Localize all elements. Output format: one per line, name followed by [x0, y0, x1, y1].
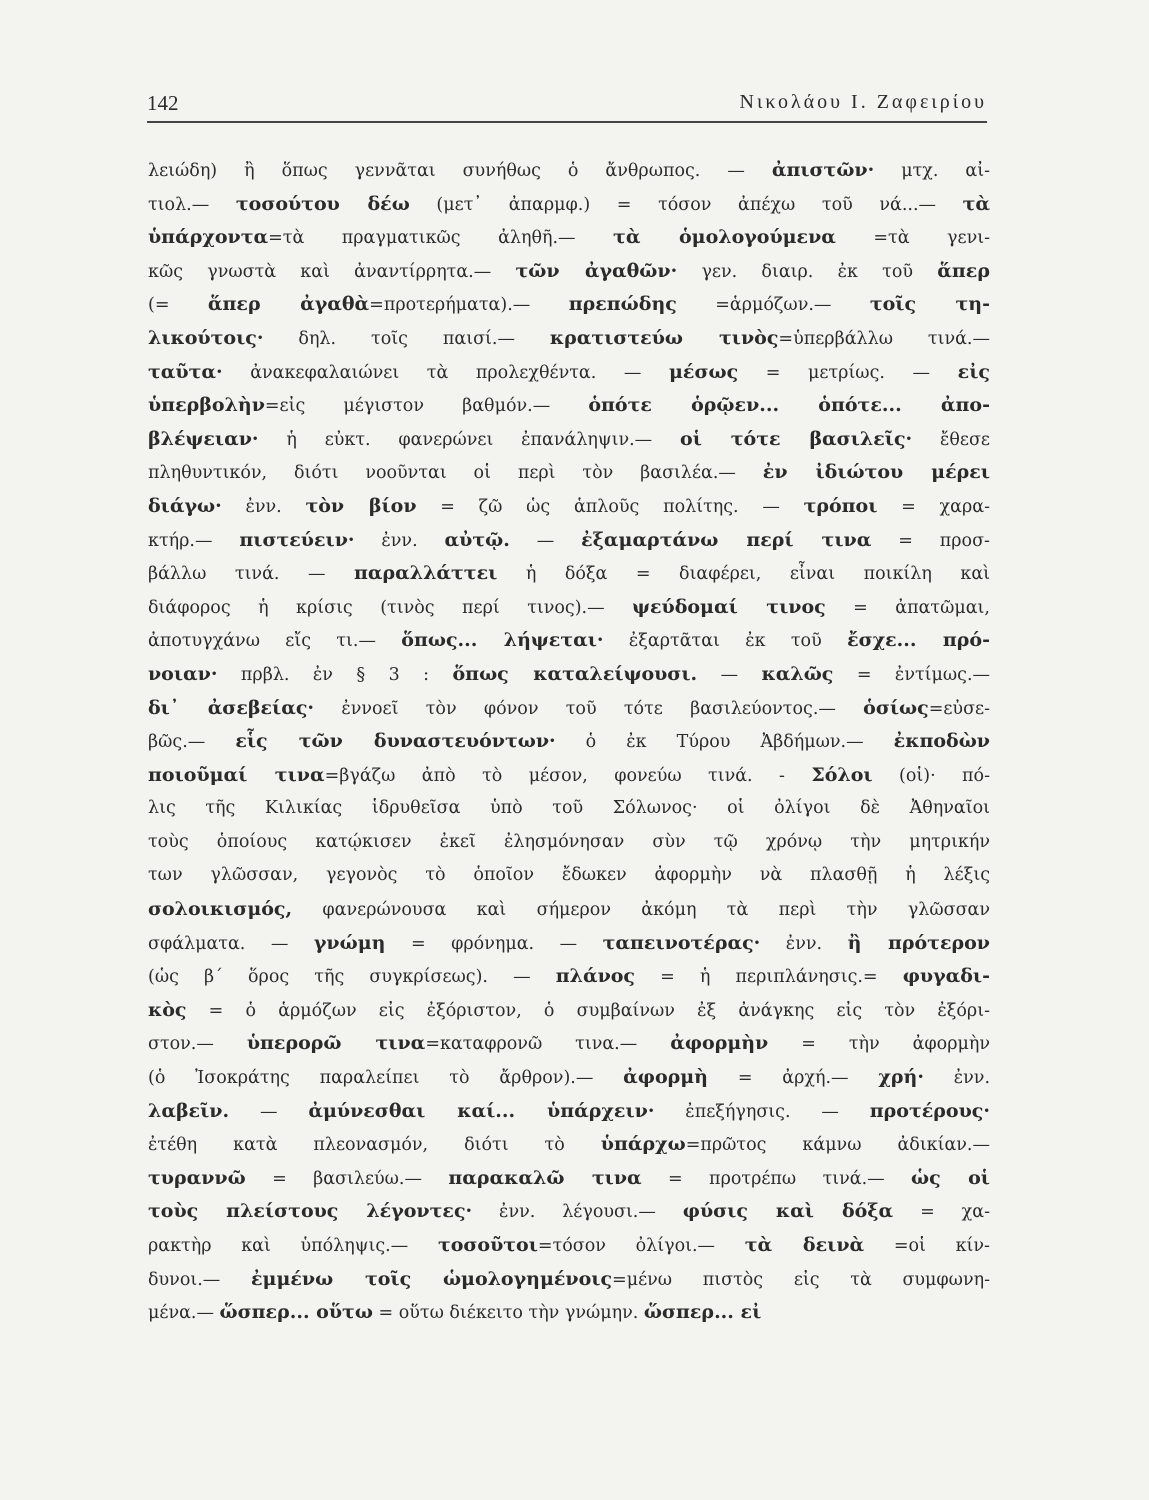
text-line — [148, 725, 990, 759]
lemma-term: εἷς τῶν δυναστευόντων· — [235, 730, 556, 753]
lemma-term: παραλλάττει — [353, 562, 498, 585]
gloss-text: =εἰς μέγιστον βαθμόν.— — [264, 396, 589, 417]
lemma-term: ὥσπερ... εἰ — [643, 1301, 762, 1324]
lemma-term: ἀμύνεσθαι καί... ὑπάρχειν· — [308, 1099, 655, 1122]
text-line — [148, 490, 990, 524]
gloss-text: βῶς.— — [148, 732, 236, 753]
gloss-text: ὁ ἐκ Τύρου Ἀβδήμων.— — [555, 732, 894, 753]
gloss-text: = τὴν ἀφορμὴν — [768, 1034, 990, 1055]
lemma-term: τυραννῶ — [148, 1166, 246, 1189]
gloss-text: λειώδη) ἢ ὅπως γεννᾶται συνήθως ὁ ἄνθρωπος. — — [148, 161, 772, 181]
lemma-term: Σόλοι — [811, 763, 873, 786]
gloss-text: = ἐντίμως.— — [833, 664, 990, 685]
gloss-text: =καταφρονῶ τινα.— — [425, 1034, 671, 1055]
gloss-text: = προσ- — [871, 530, 990, 551]
lemma-term: ὑπερορῶ τινα — [246, 1032, 426, 1055]
gloss-text: ἐνν. — [221, 496, 306, 517]
text-line — [148, 221, 990, 255]
lemma-term: κρατιστεύω τινὸς — [549, 326, 779, 349]
text-line — [148, 1095, 990, 1129]
gloss-text: = ἀρχή.— — [708, 1068, 879, 1089]
text-line — [148, 188, 990, 222]
lemma-term: πλάνος — [555, 965, 635, 988]
lemma-term: γνώμη — [313, 931, 386, 954]
lemma-term: διάγω· — [148, 494, 222, 517]
gloss-text: — — [697, 664, 762, 685]
gloss-text: ἐνν. — [760, 933, 848, 954]
lemma-term: βλέψειαν· — [148, 427, 259, 450]
gloss-text: ἐνν. — [354, 530, 445, 551]
gloss-text: — — [229, 1101, 309, 1122]
text-line — [148, 557, 990, 591]
lemma-term: ποιοῦμαί τινα — [148, 763, 325, 786]
gloss-text: =οἱ κίν- — [864, 1236, 990, 1256]
lemma-term: παρακαλῶ τινα — [448, 1166, 642, 1189]
gloss-text: =πρῶτος κάμνω ἀδικίαν.— — [685, 1135, 990, 1156]
gloss-text: βάλλω τινά. — — [148, 564, 354, 585]
lemma-term: ὑπάρχω — [600, 1133, 686, 1156]
gloss-text: (οἱ)· πό- — [872, 765, 990, 786]
lemma-term: ἀπιστῶν· — [771, 159, 875, 181]
text-line — [148, 1162, 990, 1196]
lemma-term: φύσις καὶ δόξα — [682, 1200, 894, 1223]
gloss-text: (μετ᾽ ἀπαρμφ.) = τόσον ἀπέχω τοῦ νά...— — [409, 194, 963, 215]
gloss-text: = ἡ περιπλάνησις.= — [635, 967, 903, 988]
lemma-term: πρεπώδης — [568, 293, 677, 316]
lemma-term: δι᾽ ἀσεβείας· — [148, 696, 315, 719]
gloss-text: φανερώνουσα καὶ σήμερον ἀκόμη τὰ περὶ τὴν γλῶσσαν — [292, 900, 990, 921]
gloss-text: διάφορος ἡ κρίσις (τινὸς περί τινος).— — [148, 597, 633, 618]
gloss-text: = βασιλεύω.— — [245, 1168, 449, 1189]
text-line — [148, 624, 990, 658]
gloss-text: =ὑπερβάλλω τινά.— — [778, 328, 990, 349]
lemma-term: ὅπως καταλείψουσι. — [452, 662, 698, 685]
lemma-term: τοσούτου δέω — [235, 192, 410, 215]
gloss-text: μτχ. αἰ- — [874, 161, 990, 181]
text-line — [148, 1128, 990, 1162]
lemma-term: ὅπως... λήψεται· — [401, 629, 604, 652]
gloss-text: δηλ. τοῖς παισί.— — [263, 328, 550, 349]
lemma-term: αὐτῷ. — [444, 528, 510, 551]
text-line — [148, 1296, 990, 1330]
lemma-term: ὁσίως — [863, 696, 929, 719]
gloss-text: ἡ εὐκτ. φανερώνει ἐπανάληψιν.— — [258, 429, 681, 450]
gloss-text: σφάλματα. — — [148, 933, 314, 954]
gloss-text: = ὁ ἁρμόζων εἰς ἐξόριστον, ὁ συμβαίνων ἐξ ἀνάγκης εἰς τὸν ἐξόρι- — [186, 1000, 990, 1021]
lemma-term: ταῦτα· — [148, 360, 223, 383]
lemma-term: τὸν βίον — [305, 494, 417, 517]
text-line — [148, 759, 990, 793]
gloss-text: ἐπεξήγησις. — — [654, 1101, 870, 1122]
text-line — [148, 893, 990, 927]
lemma-term: τοῖς τη- — [869, 293, 990, 316]
text-line — [148, 456, 990, 490]
gloss-text: λις τῆς Κιλικίας ἱδρυθεῖσα ὑπὸ τοῦ Σόλωνος· οἱ ὀλίγοι δὲ Ἀθηναῖοι — [148, 798, 990, 819]
lemma-term: ἐμμένω τοῖς ὡμολογημένοις — [251, 1267, 613, 1290]
lemma-term: κὸς — [148, 998, 187, 1021]
lemma-term: ἐξαμαρτάνω περί τινα — [581, 528, 872, 551]
gloss-text: (ὁ Ἰσοκράτης παραλείπει τὸ ἄρθρον).— — [148, 1068, 624, 1089]
lemma-term: ἐκποδὼν — [893, 730, 990, 753]
gloss-text: =τὰ γενι- — [835, 228, 990, 249]
gloss-text: ἐτέθη κατὰ πλεονασμόν, διότι τὸ — [148, 1135, 601, 1156]
lemma-term: νοιαν· — [148, 662, 218, 685]
lemma-term: ὥσπερ... οὕτω — [219, 1301, 373, 1324]
gloss-text: (ὡς β´ ὅρος τῆς συγκρίσεως). — — [148, 967, 556, 988]
text-line — [148, 1061, 990, 1095]
text-line — [148, 1195, 990, 1229]
gloss-text: ἀποτυγχάνω εἴς τι.— — [148, 631, 402, 652]
lemma-term: τρόποι — [803, 494, 878, 517]
gloss-text: ἀνακεφαλαιώνει τὰ προλεχθέντα. — — [222, 362, 670, 383]
gloss-text: τιολ.— — [148, 194, 236, 215]
gloss-text: = φρόνημα. — — [385, 933, 603, 954]
text-line — [148, 859, 990, 893]
gloss-text: = μετρίως. — — [738, 362, 958, 383]
lemma-term: τοσοῦτοι — [437, 1234, 538, 1256]
running-head: Νικολάου Ι. Ζαφειρίου — [739, 91, 987, 113]
gloss-text: = οὕτω διέκειτο τὴν γνώμην. — [372, 1303, 644, 1324]
gloss-text: =εὐσε- — [928, 698, 990, 719]
lemma-term: καλῶς — [761, 662, 834, 685]
text-line — [148, 960, 990, 994]
text-line — [148, 994, 990, 1028]
lemma-term: ἅπερ ἀγαθὰ — [207, 293, 370, 316]
gloss-text: — — [509, 530, 582, 551]
lemma-term: σολοικισμός, — [148, 898, 293, 921]
lemma-term: ὁπότε ὁρῷεν... ὁπότε... ἀπο- — [588, 394, 990, 417]
lemma-term: ὑπερβολὴν — [148, 394, 265, 417]
gloss-text: ἐνν. — [923, 1068, 990, 1089]
lemma-term: μέσως — [669, 360, 739, 383]
gloss-text: = προτρέπω τινά.— — [641, 1168, 912, 1189]
gloss-text: ἐνν. λέγουσι.— — [472, 1202, 683, 1223]
gloss-text: στον.— — [148, 1034, 247, 1055]
text-line — [148, 1263, 990, 1297]
page-number: 142 — [147, 91, 179, 115]
text-line — [148, 154, 990, 188]
lemma-term: προτέρους· — [869, 1099, 990, 1122]
gloss-text: κτήρ.— — [148, 530, 240, 551]
gloss-text: γεν. διαιρ. ἐκ τοῦ — [677, 261, 938, 282]
gloss-text: = χα- — [893, 1202, 990, 1223]
text-line — [148, 927, 990, 961]
gloss-text: = ἀπατῶμαι, — [825, 597, 990, 618]
gloss-text: = ζῶ ὡς ἁπλοῦς πολίτης. — — [416, 496, 804, 517]
gloss-text: =τόσον ὀλίγοι.— — [537, 1236, 745, 1256]
gloss-text: =τὰ πραγματικῶς ἀληθῆ.— — [268, 228, 614, 249]
text-line — [148, 826, 990, 860]
text-line — [148, 692, 990, 726]
lemma-term: οἱ τότε βασιλεῖς· — [680, 427, 913, 450]
lemma-term: τὰ — [962, 192, 990, 215]
gloss-text: =προτερήματα).— — [369, 295, 569, 316]
commentary-text — [148, 154, 990, 1330]
lemma-term: τὰ δεινὰ — [744, 1234, 865, 1256]
text-line — [148, 322, 990, 356]
lemma-term: ἀφορμὴν — [670, 1032, 769, 1055]
lemma-term: λαβεῖν. — [148, 1099, 230, 1122]
gloss-text: δυνοι.— — [148, 1269, 251, 1290]
gloss-text: =βγάζω ἀπὸ τὸ μέσον, φονεύω τινά. - — [324, 765, 812, 786]
gloss-text: τοὺς ὁποίους κατῴκισεν ἐκεῖ ἐλησμόνησαν σὺν τῷ χρόνῳ τὴν μητρικήν — [148, 831, 990, 852]
gloss-text: ἔθεσε — [912, 429, 990, 450]
text-line — [148, 658, 990, 692]
lemma-term: χρή· — [878, 1066, 924, 1089]
text-line — [148, 591, 990, 625]
gloss-text: μένα.— — [148, 1303, 220, 1324]
lemma-term: ψεύδομαί τινος — [632, 595, 826, 618]
lemma-term: ἀφορμὴ — [623, 1066, 708, 1089]
gloss-text: ἡ δόξα = διαφέρει, εἶναι ποικίλη καὶ — [497, 564, 990, 585]
lemma-term: φυγαδι- — [902, 965, 990, 988]
text-line — [148, 356, 990, 390]
lemma-term: ἢ πρότερον — [847, 931, 990, 954]
lemma-term: τοὺς πλείστους λέγοντες· — [148, 1200, 473, 1223]
text-line — [148, 1027, 990, 1061]
text-line — [148, 423, 990, 457]
gloss-text: =ἁρμόζων.— — [676, 295, 870, 316]
gloss-text: ρακτὴρ καὶ ὑπόληψις.— — [148, 1236, 438, 1256]
gloss-text: =μένω πιστὸς εἰς τὰ συμφωνη- — [612, 1269, 990, 1290]
text-line — [148, 524, 990, 558]
lemma-term: ἅπερ — [937, 259, 990, 282]
lemma-term: εἰς — [957, 360, 990, 383]
lemma-term: λικούτοις· — [148, 326, 264, 349]
lemma-term: ἐν ἰδιώτου μέρει — [762, 461, 990, 484]
lemma-term: πιστεύειν· — [239, 528, 355, 551]
lemma-term: ταπεινοτέρας· — [602, 931, 761, 954]
lemma-term: τὰ ὁμολογούμενα — [613, 226, 836, 249]
gloss-text: πληθυντικόν, διότι νοοῦνται οἱ περὶ τὸν βασιλέα.— — [148, 463, 763, 484]
gloss-text: (= — [148, 295, 208, 316]
text-line — [148, 1229, 990, 1263]
text-line — [148, 389, 990, 423]
lemma-term: ἔσχε... πρό- — [847, 629, 990, 652]
gloss-text: = χαρα- — [877, 496, 990, 517]
text-line — [148, 288, 990, 322]
lemma-term: ὡς οἱ — [911, 1166, 990, 1189]
lemma-term: ὑπάρχοντα — [148, 226, 269, 249]
gloss-text: κῶς γνωστὰ καὶ ἀναντίρρητα.— — [148, 261, 516, 282]
gloss-text: ἐννοεῖ τὸν φόνον τοῦ τότε βασιλεύοντος.— — [314, 698, 864, 719]
page-header — [147, 91, 987, 123]
text-line — [148, 255, 990, 289]
text-line — [148, 792, 990, 826]
lemma-term: τῶν ἀγαθῶν· — [515, 259, 678, 282]
gloss-text: ἐξαρτᾶται ἐκ τοῦ — [603, 631, 848, 652]
gloss-text: των γλῶσσαν, γεγονὸς τὸ ὁποῖον ἔδωκεν ἀφορμὴν νὰ πλασθῇ ἡ λέξις — [148, 865, 990, 886]
gloss-text: πρβλ. ἐν § 3 : — [217, 664, 453, 685]
